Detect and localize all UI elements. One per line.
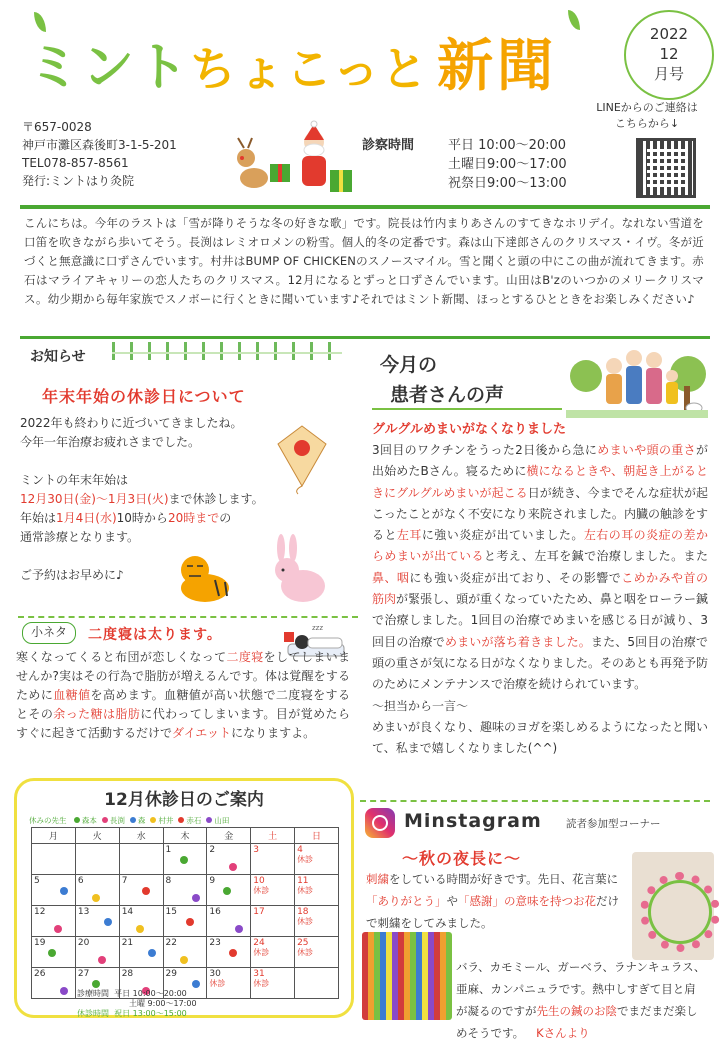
day-number: 6 [77, 876, 84, 886]
line-note-line2: こちらから↓ [614, 117, 680, 130]
closed-label: 休診 [297, 948, 314, 957]
koneta-text: 寒くなってくると布団が恋しくなって [16, 650, 227, 664]
closed-label: 休診 [209, 979, 226, 988]
notice-line: 通常診療となります。 [20, 530, 140, 544]
day-number: 17 [253, 907, 265, 917]
day-number: 28 [121, 969, 134, 979]
staff-off-dot [54, 925, 62, 933]
staff-off-dot [192, 980, 200, 988]
day-number: 15 [165, 907, 177, 917]
koneta-title: 二度寝は太ります。 [88, 627, 222, 643]
notice-text: まで休診します。 [168, 492, 264, 506]
day-number: 31 [253, 969, 265, 979]
staff-off-dot [180, 956, 188, 964]
instagram-icon [365, 808, 395, 838]
calendar-day [119, 906, 163, 937]
foot-holiday-label: 休診時間 [77, 1009, 109, 1018]
day-number: 16 [209, 907, 221, 917]
staff-off-dot [92, 980, 100, 988]
legend-name: 森本 [81, 816, 97, 825]
staff-off-dot [235, 925, 243, 933]
notice-text: の [219, 511, 232, 525]
issue-month: 12 [659, 45, 679, 63]
calendar-day [75, 875, 119, 906]
calendar-grid [31, 827, 339, 999]
tiger-rabbit-illustration [175, 540, 345, 610]
calendar-day [32, 968, 76, 999]
newsletter-title [28, 22, 588, 102]
calendar-day [119, 875, 163, 906]
publisher: 発行:ミントはり灸院 [22, 174, 135, 188]
koneta-highlight: 余った糖は脂肪 [53, 707, 141, 721]
voice-text: が緊張し、頭が重くなっていたため、鼻と咽をローラー鍼で治療しました。1回目の治療でめまいを感じる日が減り、3回目の治療で [372, 592, 708, 649]
calendar-day [207, 937, 251, 968]
title-mint: ミント [28, 38, 191, 98]
notice-line: 2022年も終わりに近づいてきましたね。 [20, 416, 243, 430]
staff-off-dot [148, 949, 156, 957]
calendar-weekday: 木 [163, 828, 207, 844]
koneta-text: をしてしまいませんか?実はその行為で脂肪が増えるんです。体は覚醒をするために [16, 650, 350, 702]
staff-off-dot [104, 918, 112, 926]
insta-text: でまだまだ楽しめそうです。 [456, 1004, 698, 1040]
clinic-address [22, 118, 252, 190]
calendar-weekday: 水 [119, 828, 163, 844]
day-number: 13 [77, 907, 90, 917]
voice-text: 日が続き、今までそんな症状が起こったことがなく不安になり来院されました。内臓の触診をすると [372, 485, 708, 543]
patient-heading-line1: 今月の [380, 354, 438, 376]
notice-line [20, 509, 340, 528]
closed-label: 休診 [253, 886, 270, 895]
voice-highlight: こめかみや首の筋肉 [372, 570, 708, 607]
voice-text: にも強い炎症が出ており、その影響で [409, 570, 622, 585]
calendar-foot-line [77, 1009, 317, 1019]
insta-highlight: の意味を持つお花 [504, 894, 596, 908]
resume-end-time: 20時まで [167, 511, 220, 525]
calendar-legend [29, 815, 345, 826]
voice-highlight: 左耳 [396, 528, 422, 543]
embroidery-photo [632, 852, 714, 960]
foot-holiday: 祝日 13:00～15:00 [114, 1009, 187, 1018]
closed-label: 休診 [297, 917, 314, 926]
day-number: 30 [209, 969, 221, 979]
closed-label: 休診 [253, 948, 270, 957]
staff-off-dot [229, 949, 237, 957]
staff-off-dot [180, 856, 188, 864]
closed-label: 休診 [253, 979, 270, 988]
holiday-calendar [14, 778, 354, 1018]
day-number: 22 [165, 938, 177, 948]
calendar-day [119, 937, 163, 968]
day-number: 27 [77, 969, 90, 979]
staff-off-dot [98, 956, 106, 964]
calendar-weekday: 金 [207, 828, 251, 844]
patient-heading-line2: 患者さんの声 [390, 384, 505, 406]
calendar-weekday: 火 [75, 828, 119, 844]
notice-text: 10時から [116, 511, 168, 525]
day-number: 12 [34, 907, 46, 917]
sprout-decoration [112, 342, 342, 360]
calendar-day [163, 937, 207, 968]
voice-highlight: 左右の耳の炎症の差からめまいが出ている [372, 528, 708, 564]
day-number: 8 [165, 876, 172, 886]
staff-off-dot [186, 918, 194, 926]
line-contact-note [572, 100, 722, 132]
day-number: 3 [253, 845, 259, 855]
koneta-text: を高めます。血糖値が高い状態で二度寝をするとその [16, 688, 350, 721]
staff-off-dot [136, 925, 144, 933]
calendar-day [163, 906, 207, 937]
sprout-ground [112, 352, 342, 354]
notice-heading: お知らせ [30, 349, 86, 365]
day-number: 4 [297, 845, 303, 855]
koneta-body [16, 648, 350, 743]
calendar-day [295, 937, 339, 968]
divider [20, 205, 710, 209]
legend-label: 休みの先生 [29, 816, 67, 825]
legend-name: 村井 [158, 816, 174, 825]
insta-highlight: 「ありがとう」 [366, 894, 447, 908]
day-number: 25 [297, 938, 309, 948]
foot-label: 診療時間 [77, 989, 109, 998]
day-number: 20 [77, 938, 90, 948]
calendar-day [251, 875, 295, 906]
calendar-foot-line [77, 989, 317, 999]
voice-highlight: 横になるときや、朝起き上がるときにグルグルめまいが起こる [372, 464, 708, 500]
calendar-footer [77, 989, 317, 1019]
legend-name: 赤石 [186, 816, 202, 825]
day-number: 2 [209, 845, 216, 855]
staff-off-dot [223, 887, 231, 895]
voice-highlight: めまいや頭の重さ [597, 443, 696, 457]
calendar-day [207, 844, 251, 875]
minstagram-heading: ～秋の夜長に～ [402, 849, 522, 868]
minstagram-subtitle: 読者参加型コーナー [566, 818, 661, 830]
voice-highlight: めまいが落ち着きました。 [444, 634, 591, 649]
title-shinbun: 新聞 [437, 34, 558, 99]
phone-number: TEL078-857-8561 [22, 156, 129, 170]
insta-highlight: 刺繍 [366, 872, 389, 886]
legend-dot [206, 817, 212, 823]
minstagram-body [366, 868, 628, 934]
day-number: 9 [209, 876, 216, 886]
resume-date: 1月4日(水) [56, 511, 117, 525]
day-number: 21 [121, 938, 134, 948]
calendar-day [163, 844, 207, 875]
insta-text: だけで刺繍をしてみました。 [366, 894, 619, 930]
holiday-period: 12月30日(金)～1月3日(火) [20, 492, 169, 506]
leaf-icon [568, 10, 580, 30]
notice-line: ミントの年末年始は [20, 473, 129, 487]
day-number: 7 [121, 876, 128, 886]
koneta-text: になりますよ。 [231, 726, 316, 740]
calendar-foot-line [77, 999, 317, 1009]
day-number: 1 [165, 845, 172, 855]
title-choko: ちょこっと [190, 42, 430, 96]
koneta-text: に代わってしまいます。目が覚めたらすぐに起きて活動するだけで [16, 707, 350, 740]
staff-comment: めまいが良くなり、趣味のヨガを楽しめるようになったと聞いて、私まで嬉しくなりました(^^) [372, 719, 709, 756]
staff-off-dot [229, 863, 237, 871]
insta-highlight: 「感謝」 [458, 894, 504, 908]
insta-text: や [446, 894, 458, 908]
notice-text: 年始は [20, 511, 57, 525]
calendar-weekday: 日 [295, 828, 339, 844]
calendar-title: 12月休診日のご案内 [104, 790, 264, 810]
calendar-day [75, 906, 119, 937]
issue-year: 2022 [649, 25, 689, 43]
day-number: 10 [253, 876, 265, 886]
koneta-highlight: 二度寝 [226, 650, 264, 664]
calendar-day [75, 937, 119, 968]
intro-paragraph: こんにちは。今年のラストは「雪が降りそうな冬の好きな歌」です。院長は竹内まりあさんのすてきなホリデイ。なれない雪道を口笛を吹きながら歩いてそう。長渕はレミオロメンの粉雪。個人的冬の定番です。森は山下達郎さんのクリスマス・イヴ。冬が近づくと無意識に口ずさんでいます。村井はBUMP OF CHICKENのスノースマイル。雪と聞くと頭の中にこの曲が流れてきます。赤石はマライアキャリーの恋人たちのクリスマス。12月になるとずっと口ずさんでいます。山田はB'zのいつかのメリークリスマス。幼少期から毎年家族でスノボーに行くときに聞いています♪それではミント新聞、ほっとするひとときをお楽しみください♪ [24, 216, 704, 306]
leaf-icon [34, 12, 46, 32]
qr-code[interactable] [636, 138, 696, 198]
staff-off-dot [92, 894, 100, 902]
koneta-highlight: ダイエット [172, 726, 232, 740]
minstagram-body-continued [456, 956, 706, 1044]
insta-text: バラ、カモミール、ガーベラ、ラナンキュラス、亜麻、カンパニュラです。熱中しすぎて目と肩が凝るのですが [456, 960, 706, 1018]
day-number: 29 [165, 969, 177, 979]
calendar-weekday: 月 [32, 828, 76, 844]
divider [360, 800, 710, 802]
hours-saturday: 土曜日9:00～17:00 [448, 157, 567, 172]
family-illustration [566, 336, 708, 418]
notice-line: 今年一年治療お疲れさまでした。 [20, 435, 201, 449]
reindeer-santa-illustration [232, 120, 357, 200]
legend-dot [150, 817, 156, 823]
calendar-day [251, 844, 295, 875]
staff-off-dot [60, 987, 68, 995]
divider [372, 408, 562, 410]
calendar-day [32, 906, 76, 937]
day-number: 26 [34, 969, 46, 979]
day-number: 14 [121, 907, 134, 917]
issue-badge [624, 10, 714, 100]
legend-name: 森 [137, 816, 146, 825]
hours-weekday: 平日 10:00～20:00 [448, 138, 567, 153]
calendar-day [295, 844, 339, 875]
voice-text: と考え、左耳を鍼で治療しました。また [483, 549, 708, 564]
day-number: 19 [34, 938, 46, 948]
notice-line: ご予約はお早めに♪ [20, 568, 124, 582]
day-number: 18 [297, 907, 309, 917]
kite-illustration [272, 424, 332, 494]
calendar-day [295, 906, 339, 937]
voice-body [372, 440, 708, 759]
notice-title: 年末年始の休診日について [42, 387, 246, 406]
voice-text: 3回目のワクチンをうった2日後から急に [372, 443, 598, 457]
staff-off-dot [142, 887, 150, 895]
legend-dot [130, 817, 136, 823]
calendar-day [32, 937, 76, 968]
legend-dot [74, 817, 80, 823]
calendar-day [251, 906, 295, 937]
closed-label: 休診 [297, 855, 314, 864]
day-number: 11 [297, 876, 309, 886]
day-number: 23 [209, 938, 221, 948]
voice-text: また、5回目の治療で頭の重さが気になる日がなくなりました。そのあとも再発予防のためにメンテナンスで治療を続けられています。 [372, 634, 709, 692]
divider [18, 616, 358, 618]
legend-dot [178, 817, 184, 823]
koneta-highlight: 血糖値 [53, 688, 91, 702]
hours-holiday: 祝祭日9:00～13:00 [448, 176, 567, 191]
legend-name: 山田 [214, 816, 230, 825]
calendar-day [119, 844, 163, 875]
legend-name: 長渕 [109, 816, 125, 825]
postal-code: 〒657-0028 [22, 120, 92, 134]
day-number: 24 [253, 938, 265, 948]
thread-photo [362, 932, 452, 1020]
calendar-day [75, 844, 119, 875]
foot-saturday: 土曜 9:00～17:00 [129, 999, 197, 1008]
staff-label: ～担当から一言～ [372, 698, 469, 713]
minstagram-title: Minstagram [404, 810, 542, 832]
calendar-day [207, 906, 251, 937]
koneta-tag: 小ネタ [22, 622, 76, 644]
closed-label: 休診 [297, 886, 314, 895]
calendar-day [295, 875, 339, 906]
staff-off-dot [48, 949, 56, 957]
day-number: 5 [34, 876, 40, 886]
voice-title: グルグルめまいがなくなりました [372, 422, 566, 437]
calendar-day [207, 875, 251, 906]
line-note-line1: LINEからのご連絡は [596, 101, 698, 114]
staff-off-dot [192, 894, 200, 902]
insta-highlight: 先生の鍼のお陰 [536, 1004, 617, 1018]
insta-signature: Kさんより [536, 1026, 590, 1040]
svg-text:zzz: zzz [312, 624, 324, 632]
insta-text: をしている時間が好きです。先日、花言葉に [389, 872, 619, 886]
calendar-day [32, 844, 76, 875]
legend-dot [102, 817, 108, 823]
street-address: 神戸市灘区森後町3-1-5-201 [22, 138, 177, 152]
calendar-day [251, 937, 295, 968]
foot-weekday: 平日 10:00～20:00 [114, 989, 187, 998]
voice-text: に強い炎症が出ていました。 [421, 528, 584, 543]
calendar-day [163, 875, 207, 906]
voice-text: が出始めたBさん。寝るために [372, 443, 708, 479]
patient-voice-heading [380, 350, 504, 410]
hours-label: 診察時間 [362, 138, 415, 153]
staff-off-dot [60, 887, 68, 895]
calendar-weekday: 土 [251, 828, 295, 844]
issue-suffix: 月号 [653, 65, 684, 83]
calendar-day [32, 875, 76, 906]
voice-highlight: 鼻、咽 [372, 570, 410, 585]
